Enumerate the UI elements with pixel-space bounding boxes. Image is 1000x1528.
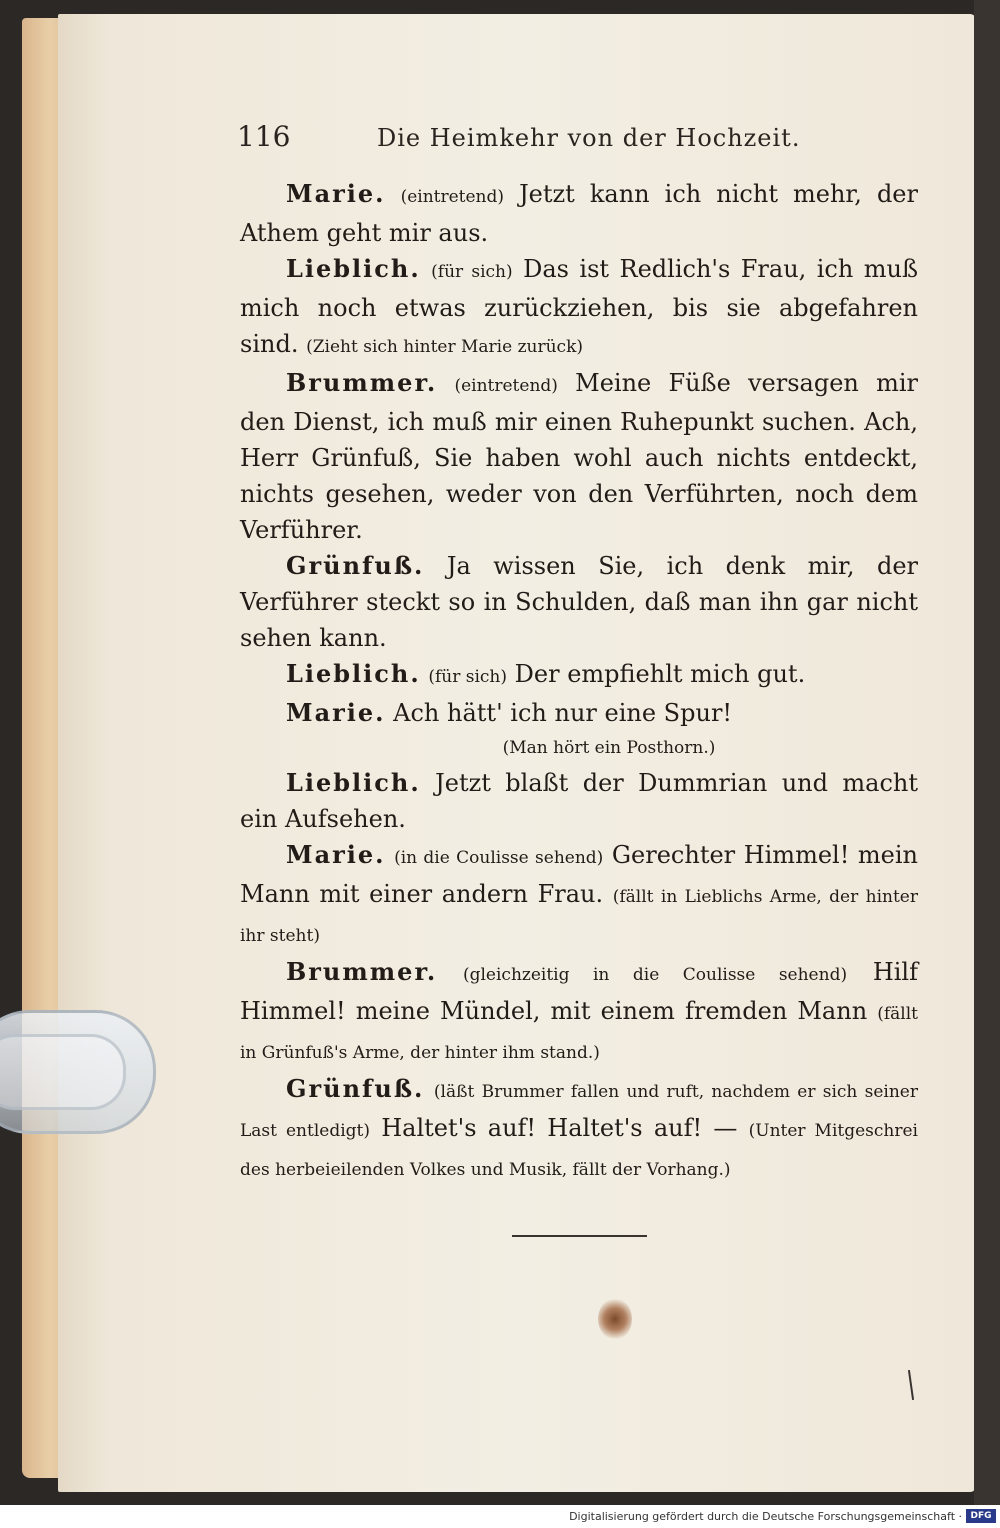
stage-direction-tail: (fällt in Lieblichs Arme, der hinter ihr steht) bbox=[240, 887, 918, 946]
dialogue: Ja wissen Sie, ich denk mir, der Verführer steckt so in Schulden, daß man ihn gar nicht sehen kann. bbox=[240, 552, 918, 652]
dialogue: Hilf Himmel! meine Mündel, mit einem fremden Mann bbox=[240, 958, 918, 1025]
speaker: Lieblich. bbox=[286, 254, 421, 283]
speaker: Grünfuß. bbox=[286, 1074, 425, 1103]
speaker: Marie. bbox=[286, 179, 386, 208]
paper-clip-inner bbox=[0, 1034, 126, 1110]
speaker: Brummer. bbox=[286, 957, 438, 986]
paragraph bbox=[240, 695, 918, 731]
funding-credit: Digitalisierung gefördert durch die Deutsche Forschungsgemeinschaft · bbox=[569, 1510, 962, 1523]
paragraph bbox=[240, 251, 918, 365]
dialogue: Der empfiehlt mich gut. bbox=[514, 660, 806, 688]
page-header bbox=[237, 120, 917, 160]
dfg-logo-icon: DFG bbox=[966, 1509, 996, 1523]
dialogue: Gerechter Himmel! mein Mann mit einer andern Frau. bbox=[240, 841, 918, 908]
paragraph bbox=[240, 656, 918, 695]
running-title: Die Heimkehr von der Hochzeit. bbox=[377, 124, 801, 152]
stage-direction: (in die Coulisse sehend) bbox=[394, 848, 604, 868]
dialogue: Ach hätt' ich nur eine Spur! bbox=[393, 699, 733, 727]
page-text bbox=[240, 176, 918, 1188]
stage-direction-tail: (Zieht sich hinter Marie zurück) bbox=[306, 337, 584, 357]
dialogue: Haltet's auf! Haltet's auf! — bbox=[381, 1114, 738, 1142]
paragraph bbox=[240, 765, 918, 837]
end-rule bbox=[512, 1235, 647, 1237]
page-number: 116 bbox=[237, 120, 291, 153]
dialogue: Meine Füße versagen mir den Dienst, ich muß mir einen Ruhepunkt suchen. Ach, Herr Grünfuß, Sie haben wohl auch nichts entdeckt, nichts gesehen, weder von den Verführten, noch dem Verführer. bbox=[240, 369, 918, 544]
paper-stain bbox=[598, 1298, 632, 1340]
stage-direction: (für sich) bbox=[428, 667, 508, 687]
stage-direction: (eintretend) bbox=[454, 376, 558, 396]
paragraph bbox=[240, 1071, 918, 1188]
paragraph bbox=[240, 548, 918, 656]
centered-stage-direction: (Man hört ein Posthorn.) bbox=[502, 738, 716, 758]
speaker: Lieblich. bbox=[286, 659, 421, 688]
dialogue: Das ist Redlich's Frau, ich muß mich noch etwas zurückziehen, bis sie abgefahren sind. bbox=[240, 255, 918, 358]
speaker: Marie. bbox=[286, 840, 386, 869]
speaker: Marie. bbox=[286, 698, 386, 727]
scan-border bbox=[974, 0, 1000, 1505]
speaker: Grünfuß. bbox=[286, 551, 425, 580]
dialogue: Jetzt kann ich nicht mehr, der Athem geht mir aus. bbox=[240, 180, 918, 247]
stage-direction-tail: (fällt in Grünfuß's Arme, der hinter ihm stand.) bbox=[240, 1004, 918, 1063]
stage-direction: (für sich) bbox=[431, 262, 513, 282]
stage-direction: (läßt Brummer fallen und ruft, nachdem er sich seiner Last entledigt) bbox=[240, 1082, 918, 1141]
paragraph bbox=[240, 365, 918, 548]
dialogue: Jetzt blaßt der Dummrian und macht ein Aufsehen. bbox=[240, 769, 918, 833]
stage-direction-tail: (Unter Mitgeschrei des herbeieilenden Volkes und Musik, fällt der Vorhang.) bbox=[240, 1121, 918, 1180]
paragraph bbox=[240, 954, 918, 1071]
paragraph bbox=[240, 176, 918, 251]
paragraph bbox=[240, 837, 918, 954]
stage-direction: (eintretend) bbox=[400, 187, 505, 207]
speaker: Brummer. bbox=[286, 368, 438, 397]
footer-bar bbox=[0, 1505, 1000, 1528]
speaker: Lieblich. bbox=[286, 768, 421, 797]
stage-direction: (gleichzeitig in die Coulisse sehend) bbox=[462, 965, 848, 985]
